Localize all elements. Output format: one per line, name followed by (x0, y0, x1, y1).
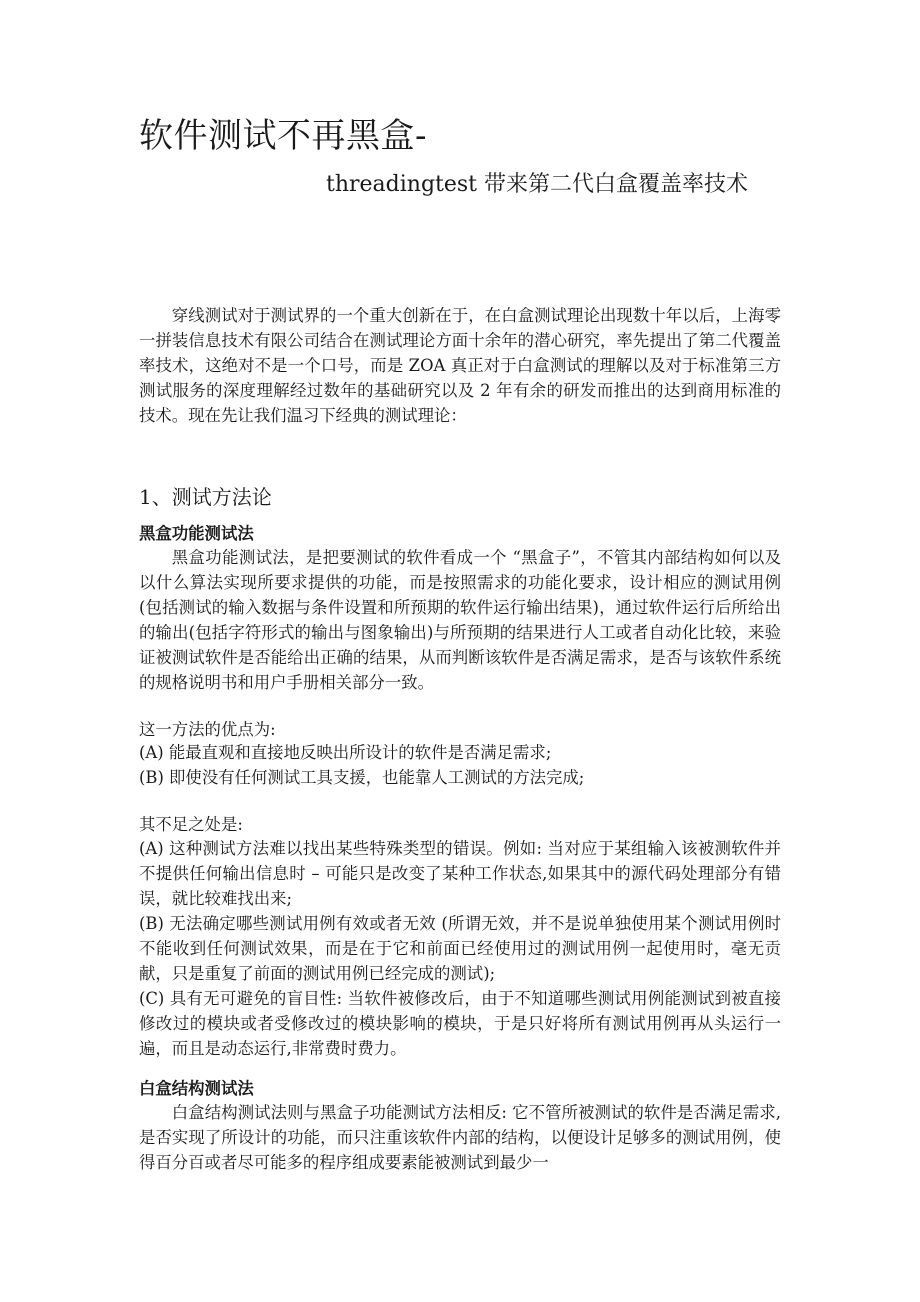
document-title: 软件测试不再黑盒- (139, 116, 427, 156)
blackbox-heading: 黑盒功能测试法 (139, 524, 254, 543)
whitebox-heading: 白盒结构测试法 (139, 1079, 254, 1098)
whitebox-paragraph: 白盒结构测试法则与黑盒子功能测试方法相反: 它不管所被测试的软件是否满足需求,是否实现了所设计的功能，而只注重该软件内部的结构，以便设计足够多的测试用例，使得百分百或者尽可能多的程序组成要素能被测试到最少一 (139, 1103, 781, 1172)
list-item: (A) 能最直观和直接地反映出所设计的软件是否满足需求; (139, 743, 552, 762)
list-item: (B) 即使没有任何测试工具支援，也能靠人工测试的方法完成; (139, 768, 585, 787)
blackbox-paragraph: 黑盒功能测试法，是把要测试的软件看成一个 “黑盒子”，不管其内部结构如何以及以什么算法实现所要求提供的功能，而是按照需求的功能化要求，设计相应的测试用例(包括测试的输入数据与条件设置和所预期的软件运行输出结果)，通过软件运行后所给出的输出(包括字符形式的输出与图象输出)与所预期的结果进行人工或者自动化比较，来验证被测试软件是否能给出正确的结果，从而判断该软件是否满足需求，是否与该软件系统的规格说明书和用户手册相关部分一致。 (139, 548, 781, 692)
cons-list (139, 836, 781, 1061)
pros-intro: 这一方法的优点为: (139, 720, 276, 739)
document-subtitle: threadingtest 带来第二代白盒覆盖率技术 (326, 172, 749, 197)
list-item: (B) 无法确定哪些测试用例有效或者无效 (所谓无效，并不是说单独使用某个测试用例时不能收到任何测试效果，而是在于它和前面已经使用过的测试用例一起使用时，毫无贡献，只是重复了前面的测试用例已经完成的测试); (139, 914, 781, 983)
pros-list (139, 740, 781, 790)
section-heading-methodology: 1、测试方法论 (139, 485, 272, 509)
cons-intro: 其不足之处是: (139, 815, 243, 834)
list-item: (A) 这种测试方法难以找出某些特殊类型的错误。例如: 当对应于某组输入该被测软件并不提供任何输出信息时 – 可能只是改变了某种工作状态,如果其中的源代码处理部分有错误，就比较难找出来; (139, 839, 781, 908)
intro-paragraph: 穿线测试对于测试界的一个重大创新在于，在白盒测试理论出现数十年以后，上海零一拼装信息技术有限公司结合在测试理论方面十余年的潜心研究，率先提出了第二代覆盖率技术，这绝对不是一个口号，而是 ZOA 真正对于白盒测试的理解以及对于标准第三方测试服务的深度理解经过数年的基础研究以及 2 年有余的研发而推出的达到商用标准的技术。现在先让我们温习下经典的测试理论： (139, 306, 781, 425)
list-item: (C) 具有无可避免的盲目性: 当软件被修改后，由于不知道哪些测试用例能测试到被直接修改过的模块或者受修改过的模块影响的模块，于是只好将所有测试用例再从头运行一遍，而且是动态运行,非常费时费力。 (139, 989, 781, 1058)
